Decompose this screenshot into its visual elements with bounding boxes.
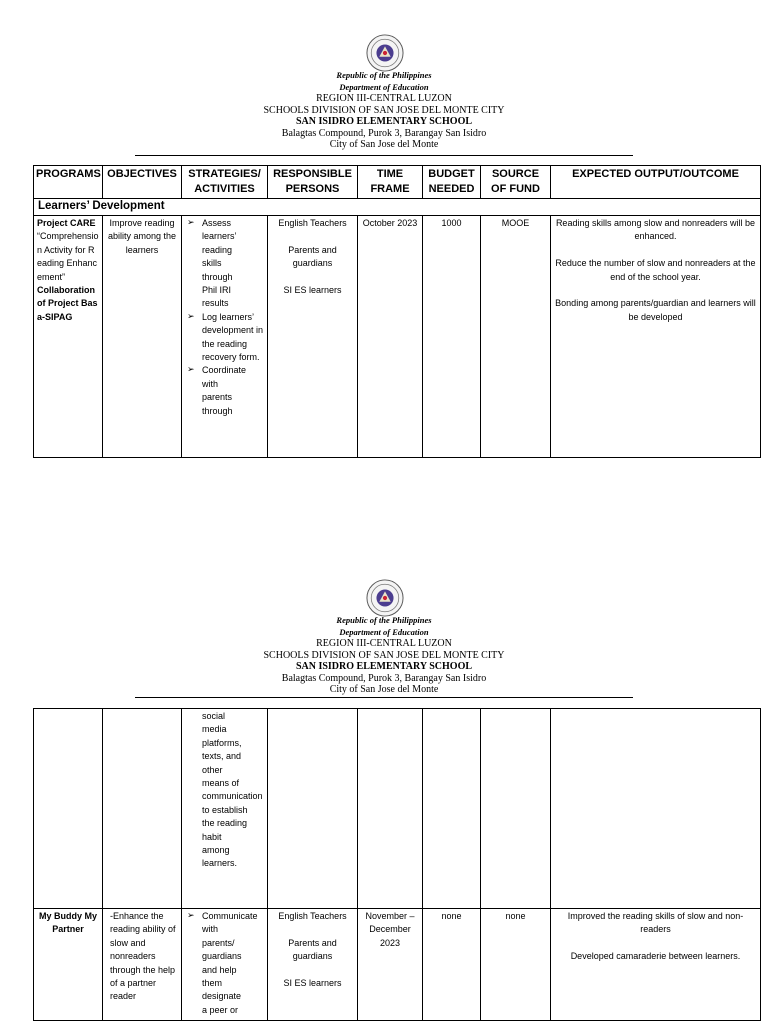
header-source-of-fund: SOURCE OF FUND [481,166,551,199]
header-time-frame: TIME FRAME [358,166,423,199]
letterhead-divider [135,155,633,156]
letterhead-republic: Republic of the Philippines [336,615,432,625]
program-cell: My Buddy My Partner [34,909,103,1021]
table-header-row [34,166,761,199]
header-objectives: OBJECTIVES [103,166,182,199]
letterhead [0,615,768,696]
strategies-cell [182,216,268,458]
table-row [34,909,761,1021]
program-subtitle: Collaboration of Project Basa-SIPAG [37,285,98,322]
letterhead-region: REGION III-CENTRAL LUZON [316,93,452,104]
letterhead-division: SCHOOLS DIVISION OF SAN JOSE DEL MONTE CITY [263,104,505,116]
budget-cell: 1000 [423,216,481,458]
header-responsible: RESPONSIBLE PERSONS [268,166,358,199]
fund-cell: MOOE [481,216,551,458]
program-name: “Comprehension Activity for Reading Enhancement” [37,231,99,282]
outcome-cell: Improved the reading skills of slow and non-readers Developed camaraderie between learners. [551,909,761,1021]
letterhead-school: SAN ISIDRO ELEMENTARY SCHOOL [295,116,473,127]
header-budget: BUDGET NEEDED [423,166,481,199]
list-item: ➢ Log learners’ development in the reading recovery form. [185,311,264,365]
section-title: Learners’ Development [34,199,761,216]
objective-cell: -Enhance the reading ability of slow and nonreaders through the help of a partner reader [103,909,182,1021]
table-row [34,709,761,909]
time-frame-cell: November – December 2023 [358,909,423,1021]
letterhead-divider [135,697,633,698]
list-item: ➢ Coordinate with parents through [185,364,264,418]
letterhead-republic: Republic of the Philippines [336,70,432,80]
document-page-2 [0,576,768,1024]
deped-seal-icon [366,579,404,617]
strategies-cell [182,909,268,1021]
action-plan-table [33,165,761,458]
header-expected-output: EXPECTED OUTPUT/OUTCOME [551,166,761,199]
time-frame-cell [358,709,423,909]
budget-cell: none [423,909,481,1021]
list-item: ➢ Assess learners’ reading skills through Phil IRI results [185,217,264,311]
letterhead-city: City of San Jose del Monte [329,684,439,695]
list-item: ➢ Communicate with parents/ guardians and help them designate a peer or [185,910,264,1017]
fund-cell [481,709,551,909]
program-cell [34,709,103,909]
document-page-1 [0,0,768,480]
persons-cell [268,709,358,909]
section-row [34,199,761,216]
letterhead [0,70,768,151]
header-strategies: STRATEGIES/ ACTIVITIES [182,166,268,199]
objective-cell: Improve reading ability among the learners [103,216,182,458]
program-cell: Project CARE “Comprehension Activity for Reading Enhancement” Collaboration of Project Basa-SIPAG [34,216,103,458]
action-plan-table-continued [33,708,761,1021]
outcome-cell: Reading skills among slow and nonreaders will be enhanced. Reduce the number of slow and nonreaders at the end of the school year. Bonding among parents/guardian and learners will be developed [551,216,761,458]
letterhead-department: Department of Education [339,626,429,637]
fund-cell: none [481,909,551,1021]
persons-cell: English Teachers Parents and guardians SI ES learners [268,216,358,458]
letterhead-address: Balagtas Compound, Purok 3, Barangay San Isidro [281,672,487,684]
letterhead-city: City of San Jose del Monte [329,139,439,150]
letterhead-region: REGION III-CENTRAL LUZON [316,638,452,649]
letterhead-school: SAN ISIDRO ELEMENTARY SCHOOL [295,661,473,672]
deped-seal-icon [366,34,404,72]
outcome-cell [551,709,761,909]
table-row [34,216,761,458]
persons-cell: English Teachers Parents and guardians SI ES learners [268,909,358,1021]
header-programs: PROGRAMS [34,166,103,199]
budget-cell [423,709,481,909]
time-frame-cell: October 2023 [358,216,423,458]
letterhead-division: SCHOOLS DIVISION OF SAN JOSE DEL MONTE CITY [263,649,505,661]
objective-cell [103,709,182,909]
strategies-cell: social media platforms, texts, and other means of communication to establish the reading habit among learners. [182,709,268,909]
letterhead-department: Department of Education [339,81,429,92]
letterhead-address: Balagtas Compound, Purok 3, Barangay San Isidro [281,127,487,139]
